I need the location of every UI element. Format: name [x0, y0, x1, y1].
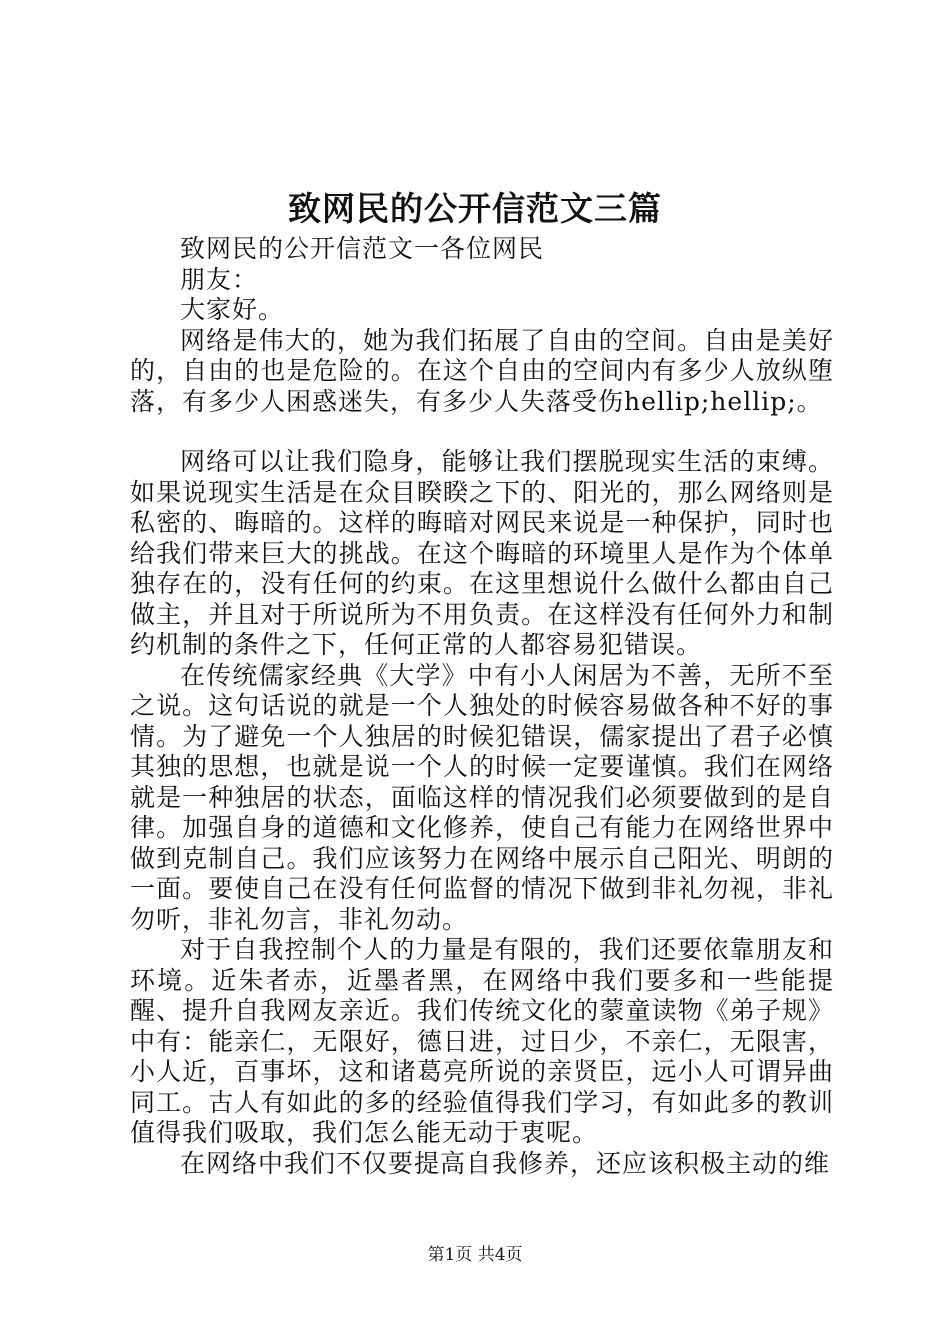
body-paragraph: 网络是伟大的，她为我们拓展了自由的空间。自由是美好的，自由的也是危险的。在这个自由的空间内有多少人放纵堕落，有多少人困惑迷失，有多少人失落受伤hellip;hellip;。 — [130, 325, 834, 416]
body-paragraph: 网络可以让我们隐身，能够让我们摆脱现实生活的束缚。如果说现实生活是在众目睽睽之下的、阳光的，那么网络则是私密的、晦暗的。这样的晦暗对网民来说是一种保护，同时也给我们带来巨大的挑战。在这个晦暗的环境里人是作为个体单独存在的，没有任何的约束。在这里想说什么做什么都由自己做主，并且对于所说所为不用负责。在这样没有任何外力和制约机制的条件之下，任何正常的人都容易犯错误。 — [130, 447, 834, 659]
body-paragraph: 在传统儒家经典《大学》中有小人闲居为不善，无所不至之说。这句话说的就是一个人独处的时候容易做各种不好的事情。为了避免一个人独居的时候犯错误，儒家提出了君子必慎其独的思想，也就是说一个人的时候一定要谨慎。我们在网络就是一种独居的状态，面临这样的情况我们必须要做到的是自律。加强自身的道德和文化修养，使自己有能力在网络世界中做到克制自己。我们应该努力在网络中展示自己阳光、明朗的一面。要使自己在没有任何监督的情况下做到非礼勿视，非礼勿听，非礼勿言，非礼勿动。 — [130, 660, 834, 934]
body-paragraph: 大家好。 — [180, 295, 285, 324]
page-number: 第1页 共4页 — [427, 1245, 523, 1265]
body-paragraph: 致网民的公开信范文一各位网民 — [180, 234, 545, 263]
document-body — [130, 234, 834, 1179]
body-paragraph: 朋友： — [180, 264, 259, 294]
body-paragraph: 在网络中我们不仅要提高自我修养，还应该积极主动的维 — [180, 1148, 831, 1178]
document-title: 致网民的公开信范文三篇 — [288, 189, 662, 228]
body-paragraph: 对于自我控制个人的力量是有限的，我们还要依靠朋友和环境。近朱者赤，近墨者黑，在网络中我们要多和一些能提醒、提升自我网友亲近。我们传统文化的蒙童读物《弟子规》中有：能亲仁，无限好，德日进，过日少，不亲仁，无限害，小人近，百事坏，这和诸葛亮所说的亲贤臣，远小人可谓异曲同工。古人有如此的多的经验值得我们学习，有如此多的教训值得我们吸取，我们怎么能无动于衷呢。 — [130, 935, 834, 1147]
